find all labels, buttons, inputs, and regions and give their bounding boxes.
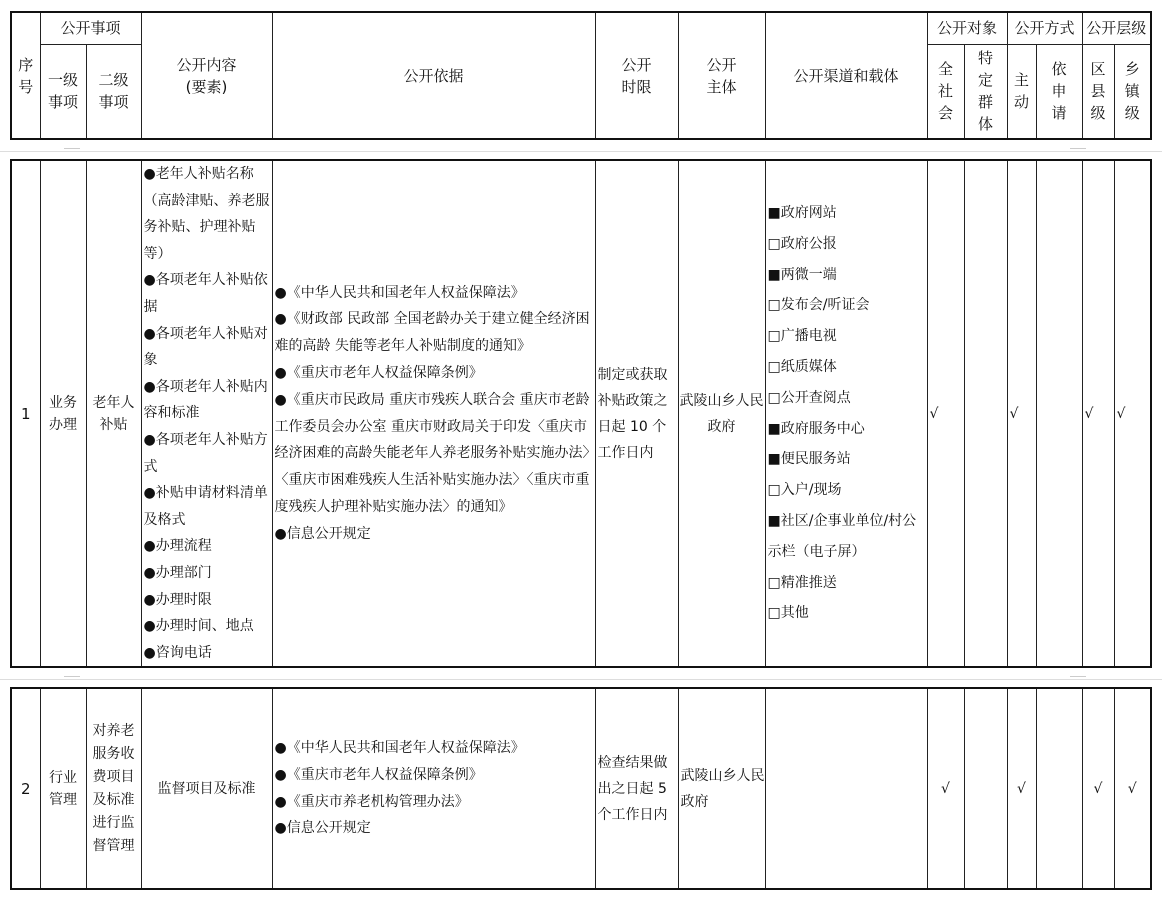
content-item: ●办理部门 — [143, 564, 212, 581]
row-level1: 业务办理 — [40, 160, 86, 667]
row-basis-cell — [272, 160, 595, 667]
check-target-specific — [964, 688, 1007, 889]
content-item: ●办理时间、地点 — [143, 618, 254, 635]
corner-mark — [64, 676, 80, 682]
row-seq: 2 — [11, 688, 40, 889]
channel-item: □发布会/听证会 — [767, 297, 870, 314]
check-method-request — [1036, 688, 1082, 889]
header-target-specific: 特定群体 — [964, 44, 1007, 139]
channel-item: □入户/现场 — [767, 482, 842, 499]
channel-item: □其他 — [767, 605, 809, 622]
content-item: ●补贴申请材料清单及格式 — [143, 485, 268, 528]
check-level-county: √ — [1082, 688, 1114, 889]
check-method-active: √ — [1007, 160, 1036, 667]
header-seq: 序号 — [11, 12, 40, 139]
basis-item: ●信息公开规定 — [274, 820, 371, 837]
table-row — [10, 159, 1152, 668]
row-basis-cell — [272, 688, 595, 889]
row-subject: 武陵山乡人民政府 — [678, 688, 765, 889]
corner-mark — [1070, 148, 1086, 154]
header-content: 公开内容 (要素) — [141, 12, 272, 139]
header-channel: 公开渠道和载体 — [765, 12, 927, 139]
content-item: ●咨询电话 — [143, 644, 212, 661]
header-level2: 二级事项 — [86, 44, 141, 139]
table-row — [10, 687, 1152, 890]
channel-item: ■社区/企事业单位/村公示栏（电子屏） — [767, 513, 917, 560]
check-level-town: √ — [1114, 688, 1151, 889]
header-level-county: 区县级 — [1082, 44, 1114, 139]
row-content-cell: 监督项目及标准 — [141, 688, 272, 889]
basis-item: ●《中华人民共和国老年人权益保障法》 — [274, 284, 525, 301]
header-target-all: 全社会 — [927, 44, 964, 139]
content-item: ●办理时限 — [143, 591, 212, 608]
row-seq: 1 — [11, 160, 40, 667]
header-target-group: 公开对象 — [927, 12, 1007, 44]
header-items-group: 公开事项 — [40, 12, 141, 44]
channel-item: □政府公报 — [767, 235, 837, 252]
basis-item: ●《重庆市老年人权益保障条例》 — [274, 766, 483, 783]
check-method-request — [1036, 160, 1082, 667]
row-channel-cell — [765, 688, 927, 889]
channel-item: □精准推送 — [767, 574, 837, 591]
basis-item: ●《财政部 民政部 全国老龄办关于建立健全经济困难的高龄 失能等老年人补贴制度的通知》 — [274, 311, 590, 355]
row-time: 制定或获取补贴政策之日起 10 个工作日内 — [595, 160, 678, 667]
header-level1: 一级事项 — [40, 44, 86, 139]
basis-item: ●信息公开规定 — [274, 525, 371, 542]
header-subject: 公开 主体 — [678, 12, 765, 139]
row-level1: 行业管理 — [40, 688, 86, 889]
channel-item: ■政府网站 — [767, 205, 837, 222]
header-level-group: 公开层级 — [1082, 12, 1151, 44]
content-item: ●老年人补贴名称（高龄津贴、养老服务补贴、护理补贴等） — [143, 166, 270, 262]
channel-item: ■两微一端 — [767, 266, 837, 283]
header-method-group: 公开方式 — [1007, 12, 1082, 44]
content-item: ●各项老年人补贴方式 — [143, 431, 268, 475]
check-target-specific — [964, 160, 1007, 667]
basis-item: ●《重庆市养老机构管理办法》 — [274, 793, 469, 810]
row-level2: 老年人补贴 — [86, 160, 141, 667]
content-item: ●各项老年人补贴对象 — [143, 325, 268, 369]
content-item: ●办理流程 — [143, 538, 212, 555]
header-table — [10, 11, 1152, 140]
row-channel-cell — [765, 160, 927, 667]
channel-item: ■便民服务站 — [767, 451, 851, 468]
basis-item: ●《中华人民共和国老年人权益保障法》 — [274, 739, 525, 756]
row-content-cell — [141, 160, 272, 667]
channel-item: □纸质媒体 — [767, 359, 837, 376]
row-level2: 对养老服务收费项目及标准进行监督管理 — [86, 688, 141, 889]
header-method-active: 主动 — [1007, 44, 1036, 139]
header-time: 公开 时限 — [595, 12, 678, 139]
row-time: 检查结果做出之日起 5 个工作日内 — [595, 688, 678, 889]
row-subject: 武陵山乡人民政府 — [678, 160, 765, 667]
corner-mark — [64, 148, 80, 154]
check-method-active: √ — [1007, 688, 1036, 889]
basis-item: ●《重庆市老年人权益保障条例》 — [274, 365, 483, 382]
check-level-county: √ — [1082, 160, 1114, 667]
basis-item: ●《重庆市民政局 重庆市残疾人联合会 重庆市老龄工作委员会办公室 重庆市财政局关于印发〈重庆市经济困难的高龄失能老年人养老服务补贴实施办法〉〈重庆市困难残疾人生活补贴实施办法〉〈重庆市重度残疾人护理补贴实施办法〉的通知》 — [274, 391, 590, 516]
page-separator — [0, 679, 1162, 680]
header-basis: 公开依据 — [272, 12, 595, 139]
content-item: ●各项老年人补贴内容和标准 — [143, 378, 268, 422]
content-item: ●各项老年人补贴依据 — [143, 272, 268, 315]
channel-item: ■政府服务中心 — [767, 420, 865, 437]
channel-item: □公开查阅点 — [767, 389, 851, 406]
header-level-town: 乡镇级 — [1114, 44, 1151, 139]
corner-mark — [1070, 676, 1086, 682]
check-level-town: √ — [1114, 160, 1151, 667]
check-target-all: √ — [927, 160, 964, 667]
page-separator — [0, 151, 1162, 152]
channel-item: □广播电视 — [767, 328, 837, 345]
header-method-request: 依申请 — [1036, 44, 1082, 139]
check-target-all: √ — [927, 688, 964, 889]
